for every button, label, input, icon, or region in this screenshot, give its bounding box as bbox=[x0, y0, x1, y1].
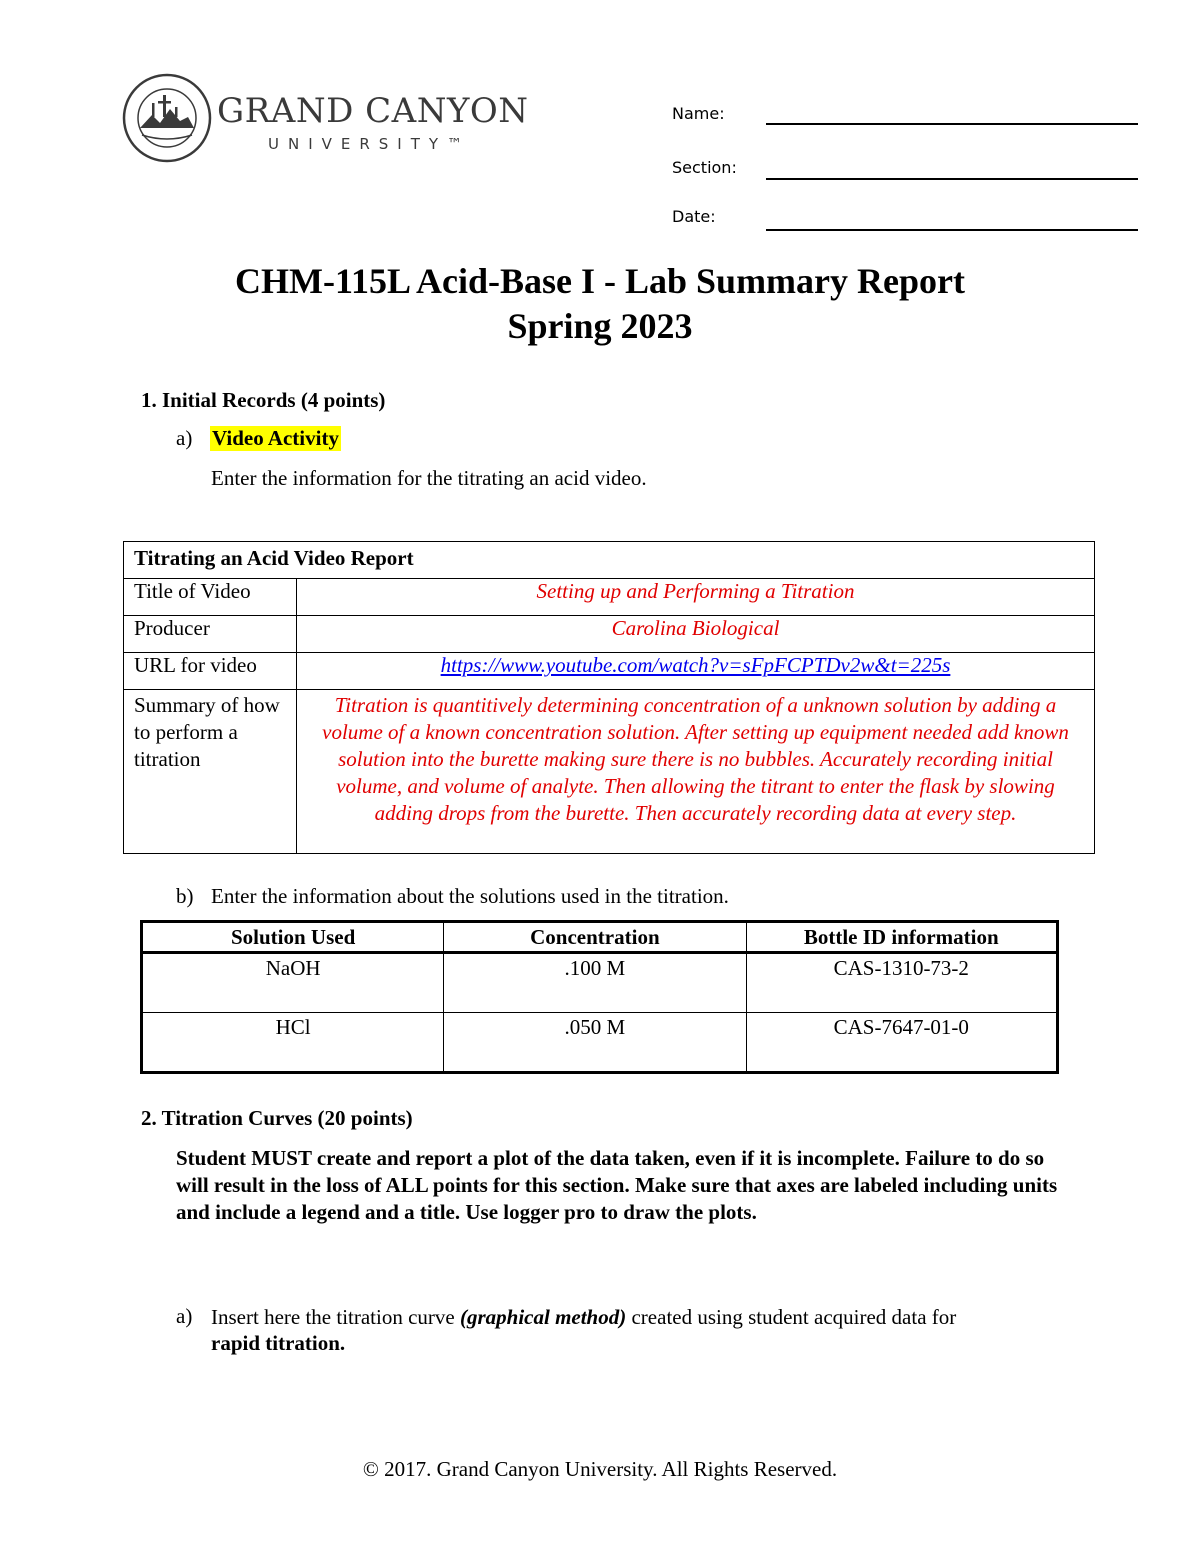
logo-wordmark-line2: UNIVERSITY™ bbox=[268, 135, 472, 153]
section-line bbox=[766, 178, 1138, 180]
item-a-marker: a) bbox=[176, 426, 193, 450]
date-label: Date: bbox=[672, 207, 716, 226]
concentration-cell: .100 M bbox=[444, 953, 746, 1013]
university-logo bbox=[122, 73, 529, 165]
item-b-marker: b) bbox=[176, 884, 194, 908]
prompt-text-part2: created using student acquired data for bbox=[626, 1305, 957, 1329]
titration-curve-prompt bbox=[211, 1304, 1091, 1331]
prompt-text-part1: Insert here the titration curve bbox=[211, 1305, 460, 1329]
section-1-heading: 1. Initial Records (4 points) bbox=[141, 388, 386, 412]
url-cell bbox=[297, 653, 1095, 690]
solution-cell: HCl bbox=[142, 1013, 444, 1073]
section-label: Section: bbox=[672, 158, 737, 177]
name-label: Name: bbox=[672, 104, 725, 123]
video-title-value: Setting up and Performing a Titration bbox=[297, 579, 1095, 616]
video-title-label: Title of Video bbox=[124, 579, 297, 616]
copyright-footer: © 2017. Grand Canyon University. All Rights Reserved. bbox=[362, 1457, 838, 1481]
logo-wordmark-line1: GRAND CANYON bbox=[217, 91, 529, 131]
table-row bbox=[142, 953, 1058, 1013]
bottle-id-cell: CAS-7647-01-0 bbox=[746, 1013, 1057, 1073]
producer-value: Carolina Biological bbox=[297, 616, 1095, 653]
video-instruction: Enter the information for the titrating an acid video. bbox=[211, 466, 647, 490]
report-title: CHM-115L Acid-Base I - Lab Summary Report bbox=[234, 261, 965, 301]
col-bottle-id-header: Bottle ID information bbox=[746, 922, 1057, 953]
video-table-caption: Titrating an Acid Video Report bbox=[124, 542, 1095, 579]
name-line bbox=[766, 123, 1138, 125]
university-seal-icon bbox=[122, 73, 212, 163]
bottle-id-cell: CAS-1310-73-2 bbox=[746, 953, 1057, 1013]
concentration-cell: .050 M bbox=[444, 1013, 746, 1073]
table-row bbox=[142, 1013, 1058, 1073]
url-label: URL for video bbox=[124, 653, 297, 690]
video-activity-label: Video Activity bbox=[212, 426, 339, 450]
report-term: Spring 2023 bbox=[507, 306, 693, 346]
solutions-instruction: Enter the information about the solutions used in the titration. bbox=[211, 884, 729, 908]
date-line bbox=[766, 229, 1138, 231]
summary-value: Titration is quantitively determining concentration of a unknown solution by adding a volume of a known concentration solution. After setting up equipment needed add known solution into the burette making sure there is no bubbles. Accurately recording initial volume, and volume of analyte. Then allowing the titrant to enter the flask by slowing adding drops from the burette. Then accurately recording data at every step. bbox=[297, 690, 1095, 854]
plot-instruction: Student MUST create and report a plot of the data taken, even if it is incomplete. Failure to do so will result in the loss of ALL points for this section. Make sure that axes are labeled including units and include a legend and a title. Use logger pro to draw the plots. bbox=[176, 1146, 1058, 1224]
item-2a-marker: a) bbox=[176, 1304, 193, 1328]
col-solution-header: Solution Used bbox=[142, 922, 444, 953]
col-concentration-header: Concentration bbox=[444, 922, 746, 953]
solution-cell: NaOH bbox=[142, 953, 444, 1013]
prompt-text-emphasis: (graphical method) bbox=[459, 1305, 627, 1329]
summary-label: Summary of how to perform a titration bbox=[124, 690, 297, 854]
video-url-link[interactable]: https://www.youtube.com/watch?v=sFpFCPTDv2w&t=225s bbox=[440, 653, 951, 677]
video-report-table bbox=[123, 541, 1095, 854]
producer-label: Producer bbox=[124, 616, 297, 653]
solutions-table bbox=[140, 920, 1059, 1074]
section-2-heading: 2. Titration Curves (20 points) bbox=[141, 1106, 413, 1130]
prompt-rapid-titration: rapid titration. bbox=[211, 1331, 346, 1355]
